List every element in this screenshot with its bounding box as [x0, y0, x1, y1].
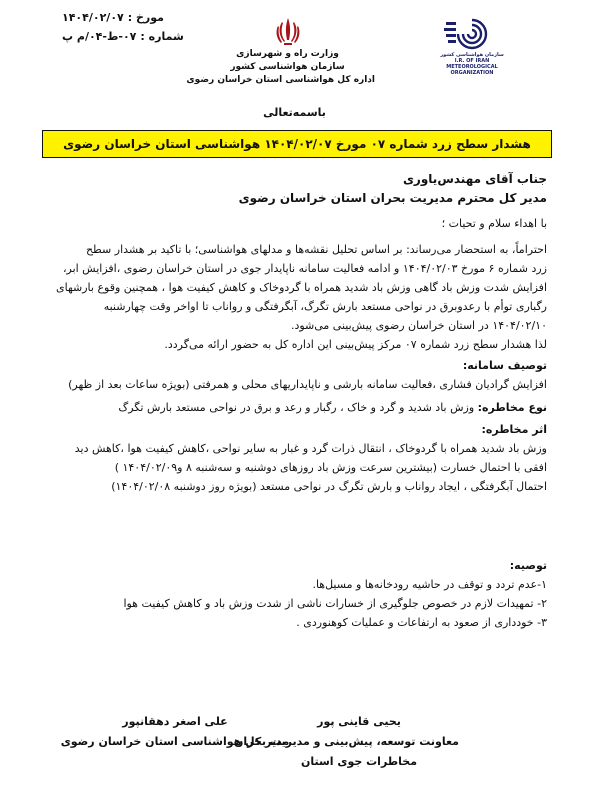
recommendation-item: ۳- خودداری از صعود به ارتفاعات و عملیات کوهنوردی . — [296, 616, 547, 629]
hazard-type-label: نوع مخاطره: — [477, 401, 547, 414]
body-line: احتراماً، به استحضار می‌رساند: بر اساس تحلیل نقشه‌ها و مدلهای هواشناسی؛ با تاکید بر هشدار سطح — [85, 243, 547, 256]
recipient-block — [37, 170, 547, 208]
signature-right-title: معاونت توسعه، پیش‌بینی و مدیریت بحران — [233, 735, 459, 748]
hazard-effect-label: اثر مخاطره: — [481, 423, 547, 436]
ministry-block — [186, 14, 375, 87]
hazard-effect-line: وزش باد شدید همراه با گردوخاک ، انتقال ذرات گرد و غبار به سایر نواحی ،کاهش کیفیت هوا ،کاهش دید — [74, 442, 547, 455]
number-label: شماره : — [140, 30, 184, 43]
warning-title: هشدار سطح زرد شماره ۰۷ مورخ ۱۴۰۴/۰۲/۰۷ هواشناسی استان خراسان رضوی — [42, 130, 552, 158]
system-description — [37, 356, 547, 394]
meteorological-logo-icon — [442, 14, 502, 52]
signature-left-name: علی اصغر دهقانپور — [122, 715, 228, 728]
system-description-label: توصیف سامانه: — [462, 359, 547, 372]
hazard-effect-line: احتمال آبگرفتگی ، ایجاد رواناب و بارش تگرگ در نواحی مستعد (بویژه روز دوشنبه ۱۴۰۴/۰۲/۰۸) — [111, 480, 547, 493]
recipient-line-1: جناب آقای مهندس‌یاوری — [402, 172, 547, 186]
body-line: لذا هشدار سطح زرد شماره ۰۷ مرکز پیش‌بینی این اداره کل به حضور ارائه می‌گردد. — [164, 338, 547, 351]
signature-right-title: مخاطرات جوی استان — [300, 755, 418, 768]
recommendations-label: توصیه: — [509, 559, 547, 572]
body-line: رگباری توأم با رعدوبرق در نواحی مستعد بارش تگرگ، آبگرفتگی و رواناب تا اواخر وقت چهارشنبه — [103, 300, 547, 313]
hazard-effect-line: افقی با احتمال خسارت (بیشترین سرعت وزش باد روزهای دوشنبه و سه‌شنبه ۸ و۱۴۰۴/۰۲/۰۹ ) — [114, 461, 547, 474]
logo-text-en-3: ORGANIZATION — [450, 70, 494, 76]
ministry-line-2: سازمان هواشناسی کشور — [230, 62, 345, 72]
logo-text-en-2: METEOROLOGICAL — [446, 64, 498, 70]
date-value: ۱۴۰۴/۰۲/۰۷ — [62, 11, 124, 24]
logo-text-fa: سازمان هواشناسی کشور — [440, 52, 504, 58]
greeting: با اهداء سلام و تحیات ؛ — [441, 217, 547, 230]
hazard-type-text: وزش باد شدید و گرد و خاک ، رگبار و رعد و برق در نواحی مستعد بارش تگرگ — [118, 401, 475, 414]
recommendation-item: ۱-عدم تردد و توقف در حاشیه رودخانه‌ها و مسیل‌ها. — [312, 578, 547, 591]
iran-emblem-icon — [271, 14, 305, 48]
signature-right-name: یحیی قاینی پور — [317, 715, 401, 728]
body-line: ۱۴۰۴/۰۲/۱۰ در استان خراسان رضوی پیش‌بینی می‌شود. — [290, 319, 547, 332]
organization-logo — [418, 14, 526, 76]
system-description-text: افزایش گرادیان فشاری ،فعالیت سامانه بارشی و ناپایداریهای محلی و همرفتی (بویژه ساعات بعد از ظهر) — [68, 378, 547, 391]
signature-left-title: مدیر کل هواشناسی استان خراسان رضوی — [60, 735, 290, 748]
body-line: زرد شماره ۶ مورخ ۱۴۰۴/۰۲/۰۳ و ادامه فعالیت سامانه ناپایدار جوی در استان خراسان رضوی ،افزایش ابر، — [62, 262, 547, 275]
ministry-line-1: وزارت راه و شهرسازی — [236, 49, 339, 59]
basmala: باسمه‌تعالی — [263, 106, 326, 119]
signature-left — [60, 712, 290, 752]
recommendation-item: ۲- تمهیدات لازم در خصوص جلوگیری از خسارات ناشی از شدت وزش باد و کاهش کیفیت هوا — [123, 597, 547, 610]
date-row — [62, 8, 212, 27]
hazard-effect — [37, 420, 547, 496]
recommendations — [37, 556, 547, 632]
logo-text-en-1: I.R. OF IRAN — [454, 58, 490, 64]
number-row — [62, 27, 212, 46]
body-paragraph — [37, 240, 547, 354]
letter-meta — [62, 8, 212, 46]
hazard-type — [37, 398, 547, 417]
number-value: ۰۷-ط-۰۴/م پ — [62, 30, 137, 43]
recipient-line-2: مدیر کل محترم مدیریت بحران استان خراسان رضوی — [238, 191, 547, 205]
date-label: مورخ : — [127, 11, 164, 24]
ministry-line-3: اداره کل هواشناسی استان خراسان رضوی — [186, 75, 375, 85]
body-line: افزایش شدت وزش باد گاهی وزش باد شدید همراه با گردوخاک و کاهش کیفیت هوا ، همچنین وقوع بارشهای — [55, 281, 547, 294]
